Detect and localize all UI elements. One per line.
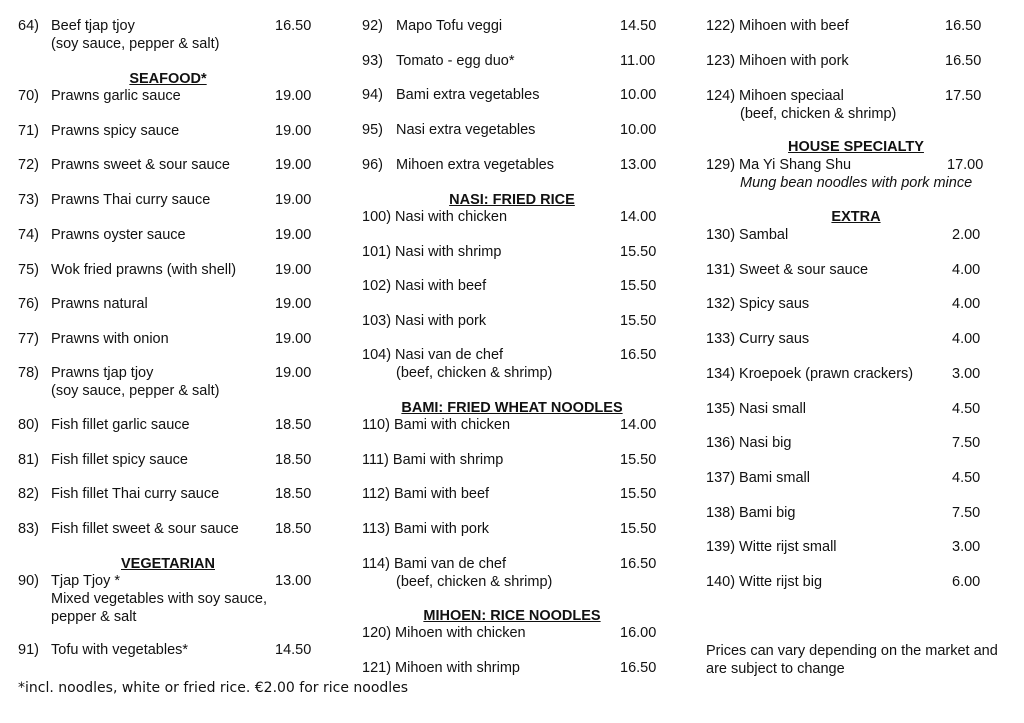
section-heading-mihoen: MIHOEN: RICE NOODLES bbox=[423, 608, 601, 624]
item-name: Prawns garlic sauce bbox=[51, 88, 181, 104]
section-heading-nasi: NASI: FRIED RICE bbox=[449, 192, 575, 208]
item-price: 16.00 bbox=[620, 625, 657, 641]
item-price: 11.00 bbox=[620, 52, 656, 69]
item-price: 16.50 bbox=[620, 659, 657, 676]
item-name: 123) Mihoen with pork bbox=[706, 52, 849, 69]
item-price: 19.00 bbox=[275, 157, 312, 174]
item-name: Prawns Thai curry sauce bbox=[51, 192, 211, 209]
item-number: 93) bbox=[362, 52, 383, 69]
item-price: 14.00 bbox=[620, 209, 657, 225]
item-number: 81) bbox=[18, 451, 39, 468]
item-price: 17.50 bbox=[945, 88, 982, 104]
item-price: 15.50 bbox=[620, 486, 657, 503]
item-description: Mung bean noodles with pork mince bbox=[740, 175, 973, 191]
item-price: 16.50 bbox=[945, 52, 982, 69]
price-disclaimer: Prices can vary depending on the market and are subject to change bbox=[706, 643, 998, 677]
item-price: 16.50 bbox=[620, 347, 657, 363]
item-name: 138) Bami big bbox=[706, 504, 796, 521]
item-price: 19.00 bbox=[275, 122, 312, 139]
item-number: 72) bbox=[18, 157, 39, 174]
item-name: 103) Nasi with pork bbox=[362, 313, 487, 330]
item-price: 13.00 bbox=[620, 156, 657, 173]
item-name: Tjap Tjoy * bbox=[51, 573, 121, 589]
item-number: 78) bbox=[18, 365, 39, 381]
item-price: 19.00 bbox=[275, 226, 312, 243]
item-price: 7.50 bbox=[952, 504, 981, 521]
item-price: 19.00 bbox=[275, 296, 312, 313]
item-number: 83) bbox=[18, 521, 39, 538]
item-name: Prawns natural bbox=[51, 296, 148, 313]
item-description: (soy sauce, pepper & salt) bbox=[51, 36, 220, 52]
item-price: 18.50 bbox=[275, 451, 312, 468]
item-name: Tomato - egg duo* bbox=[396, 52, 515, 69]
item-price: 19.00 bbox=[275, 88, 312, 104]
item-price: 19.00 bbox=[275, 192, 312, 209]
item-price: 7.50 bbox=[952, 435, 981, 452]
item-name: Mihoen extra vegetables bbox=[396, 156, 554, 173]
item-name: 134) Kroepoek (prawn crackers) bbox=[706, 365, 914, 382]
item-price: 14.50 bbox=[275, 642, 312, 658]
item-price: 18.50 bbox=[275, 521, 312, 538]
item-name: Mapo Tofu veggi bbox=[396, 18, 503, 34]
item-price: 19.00 bbox=[275, 261, 312, 278]
item-name: 120) Mihoen with chicken bbox=[362, 625, 526, 641]
item-name: 133) Curry saus bbox=[706, 331, 810, 348]
item-name: 131) Sweet & sour sauce bbox=[706, 261, 869, 278]
item-price: 4.00 bbox=[952, 261, 981, 278]
item-number: 77) bbox=[18, 330, 39, 347]
item-price: 16.50 bbox=[275, 18, 312, 34]
item-number: 92) bbox=[362, 18, 383, 34]
item-number: 95) bbox=[362, 122, 383, 139]
item-price: 15.50 bbox=[620, 313, 657, 330]
item-price: 3.00 bbox=[952, 539, 981, 556]
item-price: 15.50 bbox=[620, 243, 657, 260]
item-number: 94) bbox=[362, 87, 383, 104]
item-price: 19.00 bbox=[275, 365, 312, 381]
item-name: Fish fillet garlic sauce bbox=[51, 417, 190, 433]
item-name: Tofu with vegetables* bbox=[51, 642, 189, 658]
item-name: 114) Bami van de chef bbox=[362, 556, 507, 572]
item-name: 130) Sambal bbox=[706, 227, 789, 243]
item-price: 10.00 bbox=[620, 122, 657, 139]
item-price: 15.50 bbox=[620, 278, 657, 295]
item-price: 2.00 bbox=[952, 227, 981, 243]
item-name: Fish fillet sweet & sour sauce bbox=[51, 521, 239, 538]
item-name: 122) Mihoen with beef bbox=[706, 18, 849, 34]
item-name: Prawns tjap tjoy bbox=[51, 365, 154, 381]
item-name: 121) Mihoen with shrimp bbox=[362, 659, 520, 676]
item-name: 112) Bami with beef bbox=[362, 486, 490, 503]
item-price: 4.50 bbox=[952, 469, 981, 486]
item-name: 104) Nasi van de chef bbox=[362, 347, 504, 363]
item-price: 3.00 bbox=[952, 365, 981, 382]
item-name: 100) Nasi with chicken bbox=[362, 209, 508, 225]
item-price: 19.00 bbox=[275, 330, 312, 347]
item-description: (beef, chicken & shrimp) bbox=[396, 574, 553, 590]
item-description: (beef, chicken & shrimp) bbox=[396, 365, 553, 381]
item-name: Nasi extra vegetables bbox=[396, 122, 536, 139]
item-number: 73) bbox=[18, 192, 39, 209]
item-number: 70) bbox=[18, 88, 39, 104]
item-name: Fish fillet Thai curry sauce bbox=[51, 486, 220, 503]
item-name: 139) Witte rijst small bbox=[706, 539, 837, 556]
item-name: 101) Nasi with shrimp bbox=[362, 243, 502, 260]
section-heading-house-specialty: HOUSE SPECIALTY bbox=[788, 139, 924, 155]
item-number: 64) bbox=[18, 18, 39, 34]
item-price: 16.50 bbox=[620, 556, 657, 572]
item-name: 110) Bami with chicken bbox=[362, 417, 511, 433]
item-price: 18.50 bbox=[275, 417, 312, 433]
item-description: pepper & salt bbox=[51, 609, 137, 625]
item-price: 15.50 bbox=[620, 451, 657, 468]
item-name: 102) Nasi with beef bbox=[362, 278, 487, 295]
item-number: 91) bbox=[18, 642, 39, 658]
item-description: (beef, chicken & shrimp) bbox=[740, 106, 897, 122]
item-name: 113) Bami with pork bbox=[362, 521, 490, 538]
item-price: 4.00 bbox=[952, 331, 981, 348]
item-number: 90) bbox=[18, 573, 39, 589]
item-number: 80) bbox=[18, 417, 39, 433]
item-name: 135) Nasi small bbox=[706, 400, 806, 417]
item-price: 10.00 bbox=[620, 87, 657, 104]
menu-item-90 bbox=[18, 572, 318, 632]
item-name: 124) Mihoen speciaal bbox=[706, 88, 844, 104]
item-price: 17.00 bbox=[947, 157, 984, 173]
item-name: Prawns oyster sauce bbox=[51, 226, 186, 243]
item-price: 16.50 bbox=[945, 18, 982, 34]
item-name: 132) Spicy saus bbox=[706, 296, 810, 313]
item-name: Wok fried prawns (with shell) bbox=[51, 261, 237, 278]
section-heading-bami: BAMI: FRIED WHEAT NOODLES bbox=[401, 400, 623, 416]
item-price: 14.00 bbox=[620, 417, 657, 433]
section-heading-extra: EXTRA bbox=[831, 209, 881, 225]
footnote: *incl. noodles, white or fried rice. €2.00 for rice noodles bbox=[18, 680, 409, 696]
item-name: Prawns with onion bbox=[51, 330, 169, 347]
item-price: 4.50 bbox=[952, 400, 981, 417]
item-number: 82) bbox=[18, 486, 39, 503]
section-heading-vegetarian: VEGETARIAN bbox=[121, 556, 215, 572]
item-number: 96) bbox=[362, 156, 383, 173]
item-description: (soy sauce, pepper & salt) bbox=[51, 383, 220, 399]
item-name: 111) Bami with shrimp bbox=[362, 451, 504, 468]
item-description: Mixed vegetables with soy sauce, bbox=[51, 591, 267, 607]
item-name: Prawns spicy sauce bbox=[51, 122, 180, 139]
item-price: 4.00 bbox=[952, 296, 981, 313]
item-name: 137) Bami small bbox=[706, 469, 810, 486]
item-price: 6.00 bbox=[952, 574, 981, 590]
item-name: Bami extra vegetables bbox=[396, 87, 540, 104]
item-number: 76) bbox=[18, 296, 39, 313]
item-price: 13.00 bbox=[275, 573, 312, 589]
item-number: 71) bbox=[18, 122, 39, 139]
item-number: 75) bbox=[18, 261, 39, 278]
item-name: 129) Ma Yi Shang Shu bbox=[706, 157, 852, 173]
item-price: 18.50 bbox=[275, 486, 312, 503]
item-name: 136) Nasi big bbox=[706, 435, 792, 452]
section-heading-seafood: SEAFOOD* bbox=[129, 71, 207, 87]
item-name: Prawns sweet & sour sauce bbox=[51, 157, 230, 174]
item-price: 15.50 bbox=[620, 521, 657, 538]
item-name: Fish fillet spicy sauce bbox=[51, 451, 188, 468]
item-number: 74) bbox=[18, 226, 39, 243]
item-name: Beef tjap tjoy bbox=[51, 18, 135, 34]
item-price: 14.50 bbox=[620, 18, 657, 34]
item-name: 140) Witte rijst big bbox=[706, 574, 823, 590]
